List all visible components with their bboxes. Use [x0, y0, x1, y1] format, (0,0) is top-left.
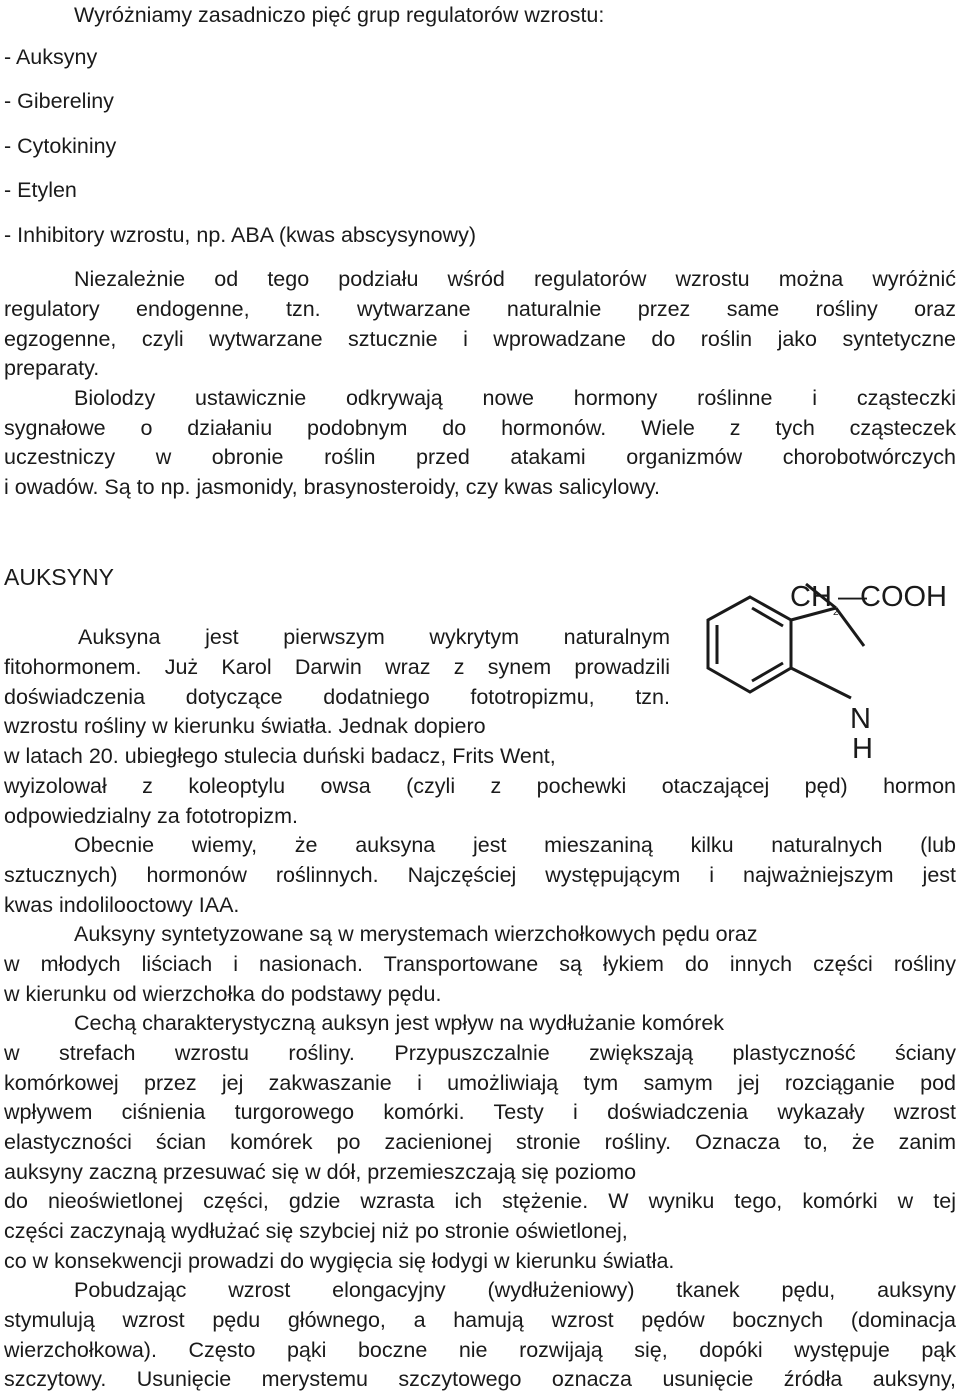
paragraph-endogenous-line: regulatory endogenne, tzn. wytwarzane naturalnie przez same rośliny oraz — [4, 297, 956, 321]
paragraph-discovery-line: wzrostu rośliny w kierunku światła. Jednak dopiero — [4, 714, 486, 738]
paragraph-endogenous-line: Niezależnie od tego podziału wśród regulatorów wzrostu można wyróżnić — [74, 267, 956, 291]
paragraph-biologists-line: Biolodzy ustawicznie odkrywają nowe hormony roślinne i cząsteczki — [74, 386, 956, 410]
paragraph-biologists-line: uczestniczy w obronie roślin przed atakami organizmów chorobotwórczych — [4, 445, 956, 469]
paragraph-biologists-line: i owadów. Są to np. jasmonidy, brasynosteroidy, czy kwas salicylowy. — [4, 475, 661, 499]
paragraph-elongation-line: do nieoświetlonej części, gdzie wzrasta ich stężenie. W wyniku tego, komórki w tej — [4, 1189, 956, 1213]
formula-n: N — [850, 703, 871, 735]
paragraph-dominance-line: wierzchołkowa). Często pąki boczne nie rozwijają się, dopóki występuje pąk — [4, 1338, 956, 1362]
intro-text: Wyróżniamy zasadniczo pięć grup regulatorów wzrostu: — [74, 3, 605, 27]
paragraph-elongation-line: wpływem ciśnienia turgorowego komórki. Testy i doświadczenia wykazały wzrost — [4, 1100, 956, 1124]
paragraph-dominance-line: Pobudzając wzrost elongacyjny (wydłużeniowy) tkanek pędu, auksyny — [74, 1278, 956, 1302]
paragraph-discovery-line: odpowiedzialny za fototropizm. — [4, 804, 298, 828]
list-item-auksyny: - Auksyny — [4, 45, 98, 69]
formula-h: H — [852, 733, 873, 765]
paragraph-dominance-line: stymulują wzrost pędu głównego, a hamują wzrost pędów bocznych (dominacja — [4, 1308, 956, 1332]
paragraph-elongation-line: części zaczynają wydłużać się szybciej niż po stronie oświetlonej, — [4, 1219, 628, 1243]
paragraph-mixture-line: sztucznych) hormonów roślinnych. Najczęściej występującym i najważniejszym jest — [4, 863, 956, 887]
paragraph-elongation-line: elastyczności ścian komórek po zacienionej stronie rośliny. Oznacza to, że zanim — [4, 1130, 956, 1154]
paragraph-discovery-line: fitohormonem. Już Karol Darwin wraz z synem prowadzili — [4, 655, 670, 679]
section-title: AUKSYNY — [4, 564, 114, 590]
paragraph-synthesis-line: Auksyny syntetyzowane są w merystemach wierzchołkowych pędu oraz — [74, 922, 758, 946]
paragraph-mixture-line: Obecnie wiemy, że auksyna jest mieszaniną kilku naturalnych (lub — [74, 833, 956, 857]
paragraph-elongation-line: Cechą charakterystyczną auksyn jest wpływ na wydłużanie komórek — [74, 1011, 725, 1035]
formula-ch: CH — [790, 581, 832, 613]
paragraph-elongation-line: w strefach wzrostu rośliny. Przypuszczalnie zwiększają plastyczność ściany — [4, 1041, 956, 1065]
formula-dash: — — [838, 581, 867, 613]
paragraph-mixture-line: kwas indolilooctowy IAA. — [4, 893, 240, 917]
formula-cooh: COOH — [860, 581, 947, 613]
list-item-inhibitory: - Inhibitory wzrostu, np. ABA (kwas abscysynowy) — [4, 223, 476, 247]
list-item-etylen: - Etylen — [4, 178, 77, 202]
paragraph-endogenous-line: egzogenne, czyli wytwarzane sztucznie i wprowadzane do roślin jako syntetyczne — [4, 327, 956, 351]
paragraph-elongation-line: co w konsekwencji prowadzi do wygięcia się łodygi w kierunku światła. — [4, 1249, 675, 1273]
list-item-cytokininy: - Cytokininy — [4, 134, 117, 158]
paragraph-biologists-line: sygnałowe o działaniu podobnym do hormonów. Wiele z tych cząsteczek — [4, 416, 956, 440]
formula-subscript: 2 — [833, 607, 839, 618]
paragraph-discovery-line: doświadczenia dotyczące dodatniego fototropizmu, tzn. — [4, 685, 670, 709]
paragraph-dominance-line: szczytowy. Usunięcie merystemu szczytowego oznacza usunięcie źródła auksyny, — [4, 1367, 956, 1391]
list-item-gibereliny: - Gibereliny — [4, 89, 114, 113]
paragraph-discovery-line: wyizolował z koleoptylu owsa (czyli z pochewki otaczającej pęd) hormon — [4, 774, 956, 798]
paragraph-synthesis-line: w kierunku od wierzchołka do podstawy pędu. — [4, 982, 442, 1006]
paragraph-discovery-line: w latach 20. ubiegłego stulecia duński badacz, Frits Went, — [4, 744, 556, 768]
paragraph-endogenous-line: preparaty. — [4, 356, 100, 380]
paragraph-discovery-line: Auksyna jest pierwszym wykrytym naturalnym — [78, 625, 670, 649]
paragraph-elongation-line: komórkowej przez jej zakwaszanie i umożliwiają tym samym jej rozciąganie pod — [4, 1071, 956, 1095]
paragraph-synthesis-line: w młodych liściach i nasionach. Transportowane są łykiem do innych części rośliny — [4, 952, 956, 976]
paragraph-elongation-line: auksyny zaczną przesuwać się w dół, przemieszczają się poziomo — [4, 1160, 637, 1184]
